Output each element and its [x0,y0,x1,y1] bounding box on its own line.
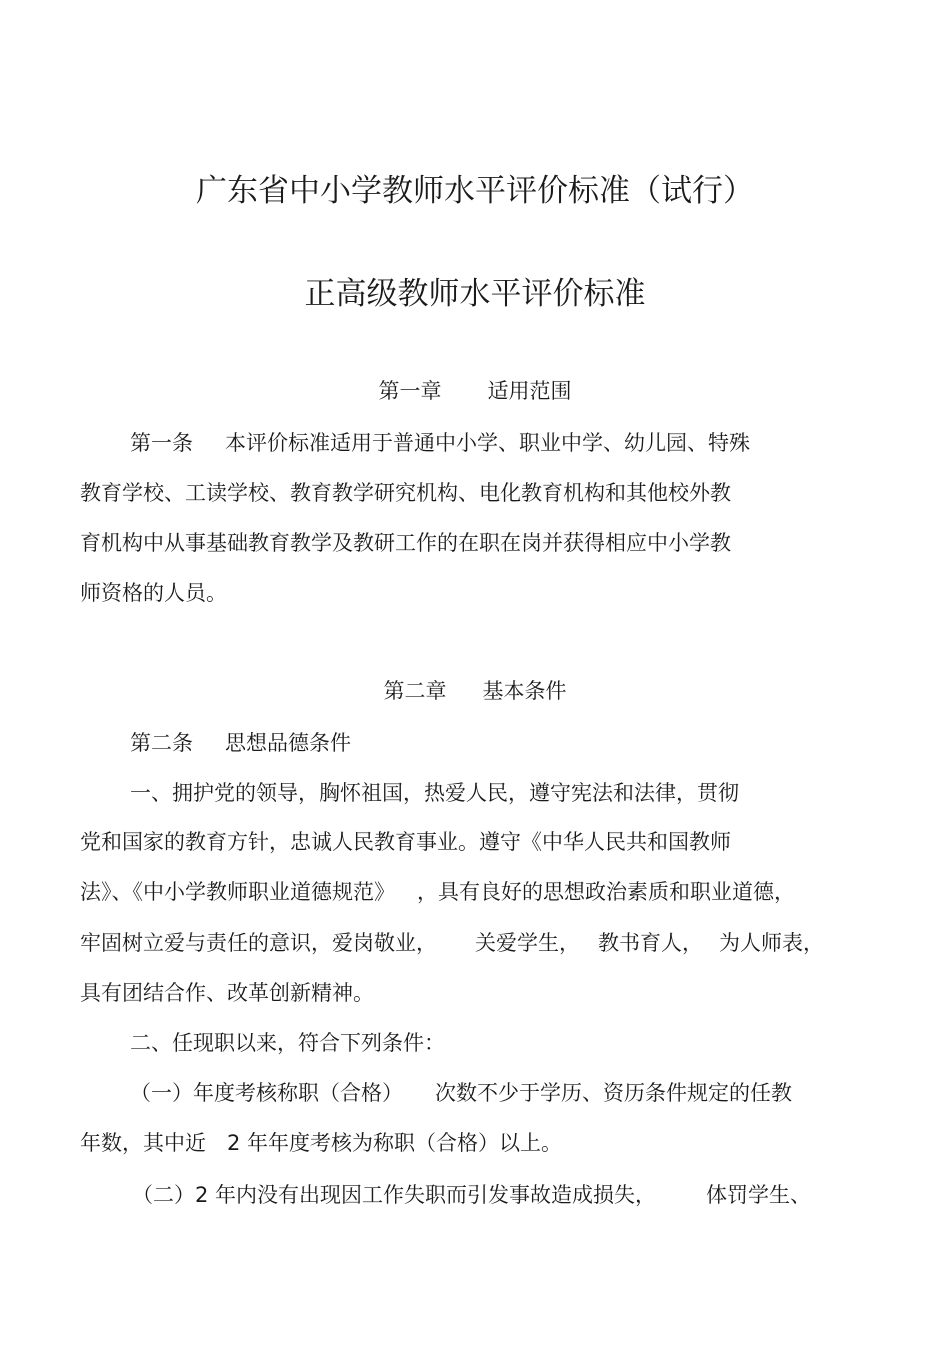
chapter-heading [0,376,950,406]
paragraph-line [132,1180,811,1210]
chapter-heading [0,676,950,706]
paragraph-line: 党和国家的教育方针，忠诚人民教育事业。遵守《中华人民共和国教师 [80,830,731,854]
chapter-number: 第二章 [383,679,447,703]
paragraph-line: 师资格的人员。 [80,581,227,605]
article-label: 第二条 [130,731,193,755]
paragraph-line [130,428,750,458]
text-segment: ，具有良好的思想政治素质和职业道德， [417,880,795,904]
text-segment: 法》、《中小学教师职业道德规范》 [80,880,395,904]
text-segment: 次数不少于学历、资历条件规定的任教 [435,1081,792,1105]
document-subtitle: 正高级教师水平评价标准 [304,276,646,312]
article-label: 第一条 [130,431,193,455]
text-segment: 体罚学生、 [706,1183,812,1207]
chapter-name: 基本条件 [482,679,567,703]
article-text: 本评价标准适用于普通中小学、职业中学、幼儿园、特殊 [225,431,750,455]
document-title: 广东省中小学教师水平评价标准（试行） [196,173,754,209]
paragraph-line: 年数，其中近 2 年年度考核为称职（合格）以上。 [80,1131,563,1155]
paragraph-line [80,877,795,907]
article-heading: 思想品德条件 [225,731,351,755]
paragraph-line: 具有团结合作、改革创新精神。 [80,981,374,1005]
paragraph-line [80,928,824,958]
paragraph-line: 教育学校、工读学校、教育教学研究机构、电化教育机构和其他校外教 [80,481,731,505]
paragraph-line [130,1078,792,1108]
text-segment: （二）2 年内没有出现因工作失职而引发事故造成损失， [132,1183,657,1207]
chapter-name: 适用范围 [487,379,572,403]
text-segment: 关爱学生， [475,931,580,955]
text-segment: 教书育人， [598,931,703,955]
text-segment: （一）年度考核称职（合格） [130,1081,403,1105]
paragraph-line: 一、拥护党的领导，胸怀祖国，热爱人民，遵守宪法和法律，贯彻 [130,781,739,805]
paragraph-line: 育机构中从事基础教育教学及教研工作的在职在岗并获得相应中小学教 [80,531,731,555]
text-segment: 牢固树立爱与责任的意识，爱岗敬业， [80,931,437,955]
paragraph-line [130,728,351,758]
chapter-number: 第一章 [378,379,442,403]
text-segment: 为人师表， [719,931,824,955]
paragraph-line: 二、任现职以来，符合下列条件： [130,1031,445,1055]
